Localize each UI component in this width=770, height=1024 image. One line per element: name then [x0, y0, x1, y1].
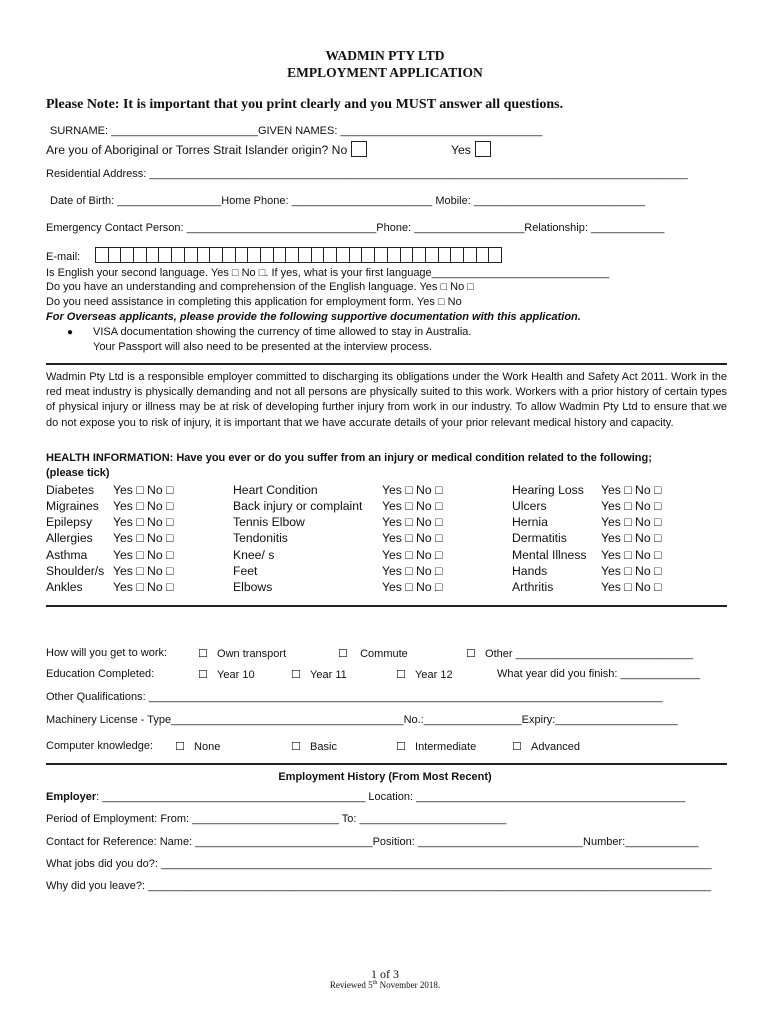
email-char-box[interactable]	[463, 247, 476, 263]
year10-option[interactable]	[198, 668, 255, 681]
machinery-license-line[interactable]: Machinery License - Type______________________________________No.:________________Expiry:____________________	[46, 714, 678, 726]
email-char-box[interactable]	[273, 247, 286, 263]
employer-location-line[interactable]	[46, 791, 685, 803]
email-char-box[interactable]	[374, 247, 387, 263]
employer-location-fields[interactable]: : ___________________________________________ Location: ____________________________________________	[96, 791, 686, 803]
health-condition-label: Knee/ s	[233, 548, 275, 562]
passport-note: Your Passport will also need to be presented at the interview process.	[93, 341, 432, 353]
education-label: Education Completed:	[46, 668, 155, 680]
health-condition-label: Hands	[512, 564, 548, 578]
email-char-box[interactable]	[450, 247, 463, 263]
health-yes-no-checkboxes[interactable]: Yes □ No □	[382, 515, 443, 529]
health-yes-no-checkboxes[interactable]: Yes □ No □	[601, 564, 662, 578]
email-label: E-mail:	[46, 251, 81, 263]
health-yes-no-checkboxes[interactable]: Yes □ No □	[113, 580, 174, 594]
assistance-question[interactable]: Do you need assistance in completing this application for employment form. Yes □ No	[46, 296, 462, 308]
reviewed-suffix: November 2018.	[377, 980, 441, 990]
year10-label: Year 10	[217, 669, 255, 681]
health-yes-no-checkboxes[interactable]: Yes □ No □	[382, 483, 443, 497]
year12-label: Year 12	[415, 669, 453, 681]
form-title: EMPLOYMENT APPLICATION	[287, 65, 483, 80]
visa-documentation-item: VISA documentation showing the currency of time allowed to stay in Australia.	[93, 326, 472, 338]
computer-knowledge-label: Computer knowledge:	[46, 740, 154, 752]
computer-none-option[interactable]	[175, 740, 220, 753]
period-of-employment-line[interactable]: Period of Employment: From: ________________________ To: ________________________	[46, 813, 507, 825]
health-condition-label: Arthritis	[512, 580, 554, 594]
email-char-box[interactable]	[209, 247, 222, 263]
health-condition-label: Elbows	[233, 580, 273, 594]
health-yes-no-checkboxes[interactable]: Yes □ No □	[113, 499, 174, 513]
email-char-box[interactable]	[247, 247, 260, 263]
health-yes-no-checkboxes[interactable]: Yes □ No □	[113, 483, 174, 497]
health-yes-no-checkboxes[interactable]: Yes □ No □	[382, 499, 443, 513]
health-yes-no-checkboxes[interactable]: Yes □ No □	[601, 515, 662, 529]
residential-address-line[interactable]: Residential Address: ________________________________________________________________________________________	[46, 168, 688, 180]
checkbox-icon[interactable]: ☐	[291, 741, 301, 753]
health-condition-label: Tendonitis	[233, 531, 288, 545]
email-char-box[interactable]	[260, 247, 273, 263]
reason-for-leaving-line[interactable]: Why did you leave?: ____________________________________________________________________________________________	[46, 880, 711, 892]
checkbox-icon[interactable]: ☐	[396, 741, 406, 753]
print-clearly-note: Please Note: It is important that you print clearly and you MUST answer all questions.	[46, 97, 564, 112]
jobs-done-line[interactable]: What jobs did you do?: __________________________________________________________________________________________	[46, 858, 712, 870]
basic-label: Basic	[310, 741, 337, 753]
page-number: 1 of 3	[371, 967, 399, 981]
own-transport-label: Own transport	[217, 648, 287, 660]
health-information-heading: HEALTH INFORMATION: Have you ever or do you suffer from an injury or medical condition related to the following;	[46, 452, 652, 464]
email-char-box[interactable]	[285, 247, 298, 263]
aboriginal-yes-checkbox[interactable]	[475, 141, 491, 157]
email-char-box[interactable]	[298, 247, 311, 263]
aboriginal-yes-label: Yes	[451, 143, 471, 157]
other-transport-option[interactable]	[466, 647, 693, 660]
email-char-box[interactable]	[235, 247, 248, 263]
email-char-box[interactable]	[222, 247, 235, 263]
bullet-icon: ●	[67, 327, 74, 338]
checkbox-icon[interactable]: ☐	[338, 648, 348, 660]
email-char-box[interactable]	[488, 247, 502, 263]
health-condition-label: Hearing Loss	[512, 483, 584, 497]
health-yes-no-checkboxes[interactable]: Yes □ No □	[601, 483, 662, 497]
commute-option[interactable]	[338, 647, 408, 660]
email-char-box[interactable]	[184, 247, 197, 263]
health-yes-no-checkboxes[interactable]: Yes □ No □	[382, 580, 443, 594]
health-condition-label: Tennis Elbow	[233, 515, 305, 529]
surname-given-names-line[interactable]: SURNAME: ________________________GIVEN NAMES: _________________________________	[50, 125, 543, 137]
health-condition-label: Heart Condition	[233, 483, 318, 497]
email-char-box[interactable]	[323, 247, 336, 263]
advanced-label: Advanced	[531, 741, 580, 753]
checkbox-icon[interactable]: ☐	[175, 741, 185, 753]
computer-advanced-option[interactable]	[512, 740, 580, 753]
year11-option[interactable]	[291, 668, 347, 681]
email-char-box[interactable]	[400, 247, 413, 263]
aboriginal-question-label: Are you of Aboriginal or Torres Strait Islander origin? No	[46, 143, 348, 157]
section-divider	[46, 605, 727, 607]
transport-question-label: How will you get to work:	[46, 647, 168, 659]
health-condition-label: Ulcers	[512, 499, 547, 513]
emergency-contact-line[interactable]: Emergency Contact Person: _______________________________Phone: __________________Relationship: ____________	[46, 222, 665, 234]
health-condition-label: Dermatitis	[512, 531, 567, 545]
computer-basic-option[interactable]	[291, 740, 337, 753]
health-condition-label: Epilepsy	[46, 515, 93, 529]
email-char-box[interactable]	[412, 247, 425, 263]
email-char-box[interactable]	[108, 247, 121, 263]
section-divider	[46, 763, 727, 765]
email-char-box[interactable]	[336, 247, 349, 263]
health-condition-label: Shoulder/s	[46, 564, 105, 578]
reviewed-prefix: Reviewed 5	[329, 980, 373, 990]
health-condition-label: Feet	[233, 564, 258, 578]
english-comprehension-question[interactable]: Do you have an understanding and comprehension of the English language. Yes □ No □	[46, 281, 474, 293]
health-condition-label: Allergies	[46, 531, 93, 545]
intermediate-label: Intermediate	[415, 741, 477, 753]
email-character-boxes[interactable]	[95, 247, 502, 263]
email-char-box[interactable]	[387, 247, 400, 263]
year12-option[interactable]	[396, 668, 453, 681]
other-qualifications-line[interactable]: Other Qualifications: ____________________________________________________________________________________	[46, 691, 663, 703]
aboriginal-question	[46, 141, 367, 157]
employer-label: Employer	[46, 791, 97, 803]
health-yes-no-checkboxes[interactable]: Yes □ No □	[113, 531, 174, 545]
health-yes-no-checkboxes[interactable]: Yes □ No □	[382, 548, 443, 562]
email-char-box[interactable]	[95, 247, 108, 263]
email-char-box[interactable]	[349, 247, 362, 263]
checkbox-icon[interactable]: ☐	[198, 669, 208, 681]
email-char-box[interactable]	[146, 247, 159, 263]
overseas-applicants-note: For Overseas applicants, please provide the following supportive documentation with this application.	[46, 311, 581, 323]
health-yes-no-checkboxes[interactable]: Yes □ No □	[113, 564, 174, 578]
checkbox-icon[interactable]: ☐	[291, 669, 301, 681]
health-yes-no-checkboxes[interactable]: Yes □ No □	[113, 548, 174, 562]
email-char-box[interactable]	[133, 247, 146, 263]
reference-contact-line[interactable]: Contact for Reference: Name: _____________________________Position: ___________________________Number:____________	[46, 836, 699, 848]
year-finished-field[interactable]: What year did you finish: _____________	[497, 668, 701, 680]
email-char-box[interactable]	[476, 247, 489, 263]
dob-phone-mobile-line[interactable]: Date of Birth: _________________Home Phone: _______________________ Mobile: ____________________________	[50, 195, 646, 207]
health-yes-no-checkboxes[interactable]: Yes □ No □	[382, 531, 443, 545]
email-char-box[interactable]	[425, 247, 438, 263]
checkbox-icon[interactable]: ☐	[198, 648, 208, 660]
health-yes-no-checkboxes[interactable]: Yes □ No □	[601, 580, 662, 594]
email-char-box[interactable]	[120, 247, 133, 263]
health-condition-label: Migraines	[46, 499, 99, 513]
please-tick-note: (please tick)	[46, 467, 110, 479]
none-label: None	[194, 741, 221, 753]
health-yes-no-checkboxes[interactable]: Yes □ No □	[113, 515, 174, 529]
commute-label: Commute	[360, 648, 408, 660]
english-second-language-question[interactable]: Is English your second language. Yes □ No □. If yes, what is your first language_____________________________	[46, 267, 610, 279]
health-condition-label: Hernia	[512, 515, 548, 529]
year11-label: Year 11	[310, 669, 347, 681]
email-char-box[interactable]	[361, 247, 374, 263]
email-char-box[interactable]	[158, 247, 171, 263]
reviewed-date	[0, 980, 770, 990]
health-condition-label: Diabetes	[46, 483, 95, 497]
email-char-box[interactable]	[311, 247, 324, 263]
email-char-box[interactable]	[171, 247, 184, 263]
health-yes-no-checkboxes[interactable]: Yes □ No □	[601, 548, 662, 562]
email-char-box[interactable]	[438, 247, 451, 263]
section-divider	[46, 363, 727, 365]
own-transport-option[interactable]	[198, 647, 286, 660]
checkbox-icon[interactable]: ☐	[466, 648, 476, 660]
checkbox-icon[interactable]: ☐	[396, 669, 406, 681]
health-condition-label: Asthma	[46, 548, 88, 562]
aboriginal-no-checkbox[interactable]	[351, 141, 367, 157]
email-char-box[interactable]	[197, 247, 210, 263]
whs-statement: Wadmin Pty Ltd is a responsible employer committed to discharging its obligations under the Work Health and Safety Act 2011. Work in the red meat industry is physically demanding and not all persons are physically suited to this work. Workers with a prior history of certain types of physical injury or illness may be at risk of developing further injury from work in our industry. To allow Wadmin Pty Ltd to ensure that we do not expose you to risk of injury, it is important that we have accurate details of your prior relevant medical history and capacity.	[46, 371, 727, 429]
health-yes-no-checkboxes[interactable]: Yes □ No □	[382, 564, 443, 578]
health-yes-no-checkboxes[interactable]: Yes □ No □	[601, 499, 662, 513]
health-yes-no-checkboxes[interactable]: Yes □ No □	[601, 531, 662, 545]
checkbox-icon[interactable]: ☐	[512, 741, 522, 753]
health-condition-label: Mental Illness	[512, 548, 587, 562]
aboriginal-yes-option	[451, 141, 491, 157]
reviewed-superscript: th	[372, 980, 378, 986]
health-condition-label: Ankles	[46, 580, 83, 594]
employment-history-heading: Employment History (From Most Recent)	[278, 771, 492, 783]
other-transport-label: Other _____________________________	[485, 648, 694, 660]
company-name: WADMIN PTY LTD	[325, 48, 445, 63]
health-condition-label: Back injury or complaint	[233, 499, 363, 513]
computer-intermediate-option[interactable]	[396, 740, 476, 753]
